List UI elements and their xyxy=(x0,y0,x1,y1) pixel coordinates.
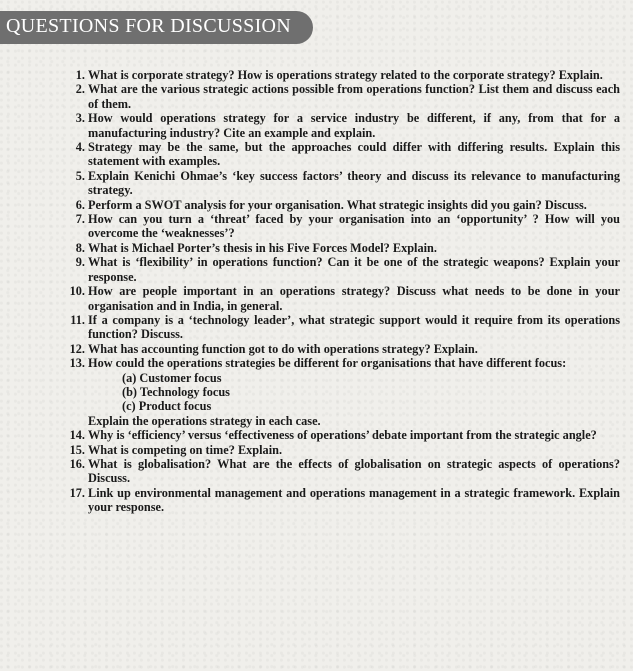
question-text: What is corporate strategy? How is operations strategy related to the corporate strategy? Explain. xyxy=(88,68,603,82)
question-text: What is ‘flexibility’ in operations function? Can it be one of the strategic weapons? Explain your response. xyxy=(88,255,620,284)
question-item xyxy=(64,255,620,284)
question-number: 17. xyxy=(69,485,85,500)
question-number: 12. xyxy=(69,341,85,356)
question-text: What is competing on time? Explain. xyxy=(88,442,283,457)
question-item xyxy=(64,111,620,140)
focus-sublist xyxy=(88,371,620,414)
question-followup: Explain the operations strategy in each case. xyxy=(88,413,321,428)
question-number: 1. xyxy=(75,68,85,82)
question-item xyxy=(64,443,620,457)
question-text: If a company is a ‘technology leader’, what strategic support would it require from its operations function? Discuss. xyxy=(88,312,620,342)
question-text: How are people important in an operations strategy? Discuss what needs to be done in your organisation and in India, in general. xyxy=(88,284,620,313)
question-item xyxy=(64,356,620,428)
question-text: How would operations strategy for a service industry be different, if any, from that for a manufacturing industry? Cite an example and explain. xyxy=(88,111,620,140)
question-text: How can you turn a ‘threat’ faced by your organisation into an ‘opportunity’ ? How will you overcome the ‘weaknesses’? xyxy=(88,212,620,241)
question-number: 2. xyxy=(75,82,85,97)
question-text: What is Michael Porter’s thesis in his Five Forces Model? Explain. xyxy=(88,240,437,255)
question-item xyxy=(64,198,620,212)
question-text: Link up environmental management and operations management in a strategic framework. Explain your response. xyxy=(88,485,620,515)
question-number: 3. xyxy=(75,111,85,126)
question-text: What is globalisation? What are the effects of globalisation on strategic aspects of operations? Discuss. xyxy=(88,456,620,486)
question-number: 10. xyxy=(69,284,85,299)
question-text: Perform a SWOT analysis for your organisation. What strategic insights did you gain? Discuss. xyxy=(88,197,587,212)
question-text: Strategy may be the same, but the approaches could differ with differing results. Explain this statement with examples. xyxy=(88,140,620,169)
question-number: 8. xyxy=(75,240,85,255)
section-title: QUESTIONS FOR DISCUSSION xyxy=(6,15,292,37)
question-item xyxy=(64,82,620,111)
question-text: Explain Kenichi Ohmae’s ‘key success factors’ theory and discuss its relevance to manufacturing strategy. xyxy=(88,168,620,198)
question-number: 6. xyxy=(75,197,85,212)
question-item xyxy=(64,342,620,356)
question-number: 9. xyxy=(75,255,85,270)
focus-item: (c) Product focus xyxy=(122,399,212,414)
question-text: What has accounting function got to do with operations strategy? Explain. xyxy=(88,341,478,356)
question-item xyxy=(64,457,620,486)
question-item xyxy=(64,284,620,313)
question-number: 4. xyxy=(75,140,85,155)
question-number: 15. xyxy=(69,442,85,457)
question-item xyxy=(64,212,620,241)
question-item xyxy=(64,486,620,515)
question-number: 14. xyxy=(69,428,85,443)
focus-item: (b) Technology focus xyxy=(122,384,230,399)
question-number: 13. xyxy=(69,356,85,371)
question-text: How could the operations strategies be different for organisations that have different focus: xyxy=(88,356,567,371)
question-list xyxy=(64,68,620,515)
question-item xyxy=(64,241,620,255)
question-item xyxy=(64,68,620,82)
question-text: Why is ‘efficiency’ versus ‘effectiveness of operations’ debate important from the strategic angle? xyxy=(88,428,597,443)
question-number: 7. xyxy=(75,212,85,227)
question-item xyxy=(64,428,620,442)
focus-item: (a) Customer focus xyxy=(122,370,222,385)
question-number: 11. xyxy=(70,312,85,327)
question-number: 5. xyxy=(75,168,85,183)
question-item xyxy=(64,313,620,342)
question-text: What are the various strategic actions possible from operations function? List them and discuss each of them. xyxy=(88,82,620,111)
question-item xyxy=(64,140,620,169)
question-item xyxy=(64,169,620,198)
question-number: 16. xyxy=(69,456,85,471)
